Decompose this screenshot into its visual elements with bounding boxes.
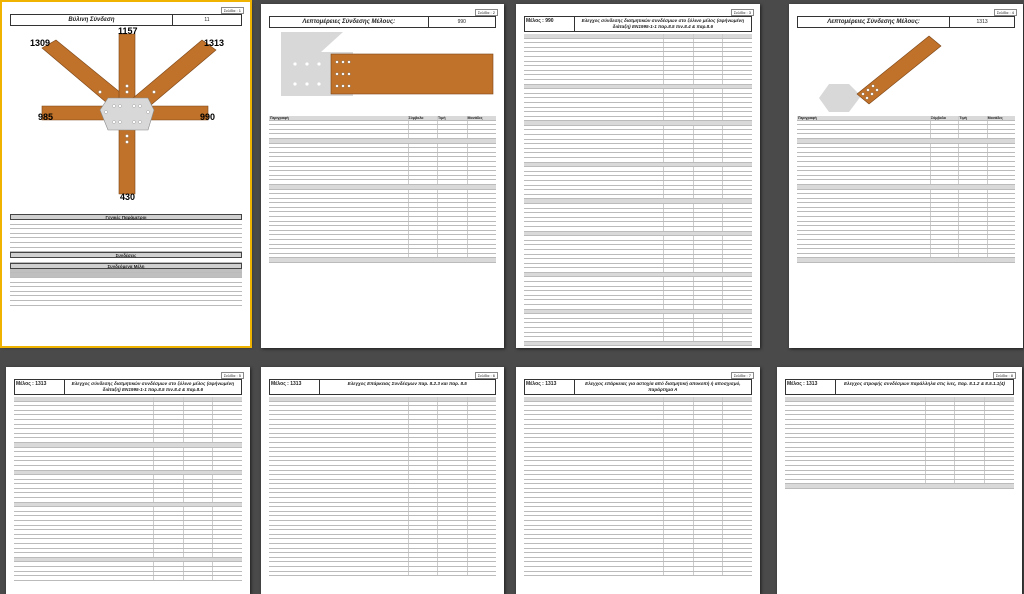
page-thumbnail-1[interactable] — [2, 2, 250, 346]
page-title: Ελεγχος σύνδεσης διατμητικών συνδέσμων στο ξύλινο μέλος (σφήνωμένη διάταξη) EN1995-1-1 παρ.8.5 πιν.8.4 & παρ.8.6 — [581, 18, 745, 29]
label-990: 990 — [200, 112, 216, 122]
page-header — [10, 14, 242, 26]
member-code: 1313 — [949, 17, 1014, 27]
label-1313: 1313 — [204, 38, 225, 48]
sheet-number: Σελίδα : 8 — [993, 372, 1016, 379]
sheet-number: Σελίδα : 7 — [731, 372, 754, 379]
page-thumbnail-2[interactable] — [261, 4, 504, 348]
check-table — [269, 397, 496, 576]
label-1309: 1309 — [30, 38, 51, 48]
member-code: 990 — [428, 17, 496, 27]
member-430 — [119, 122, 135, 194]
page-thumbnail-6[interactable] — [261, 367, 504, 594]
page-title: Ελεγχος σύνδεσης διατμητικών συνδέσμων στο ξύλινο μέλος (σφήνωμένη διάταξη) EN1995-1-1 παρ.8.5 πιν.8.4 & παρ.8.6 — [71, 381, 235, 392]
page-header — [269, 16, 496, 28]
detail-table: Περιγραφή Σύμβολο Τιμή Μονάδες — [797, 116, 1015, 263]
check-table — [524, 34, 752, 346]
connection-code: 11 — [172, 15, 241, 25]
general-parameters-table — [10, 214, 242, 306]
page-header — [269, 379, 496, 395]
page-header — [524, 16, 752, 32]
sheet-number: Σελίδα : 1 — [221, 7, 244, 14]
page-title: Ελεγχος επάρκειας για αστοχία από διατμητική αποκοπή ή αποσχισμό, παράρτημα Α — [585, 381, 741, 392]
member-label: Μέλος : 1313 — [270, 380, 320, 394]
section-title: Γενικές Παράμετροι — [10, 214, 242, 220]
member-detail-drawing — [261, 32, 504, 114]
connection-drawing — [2, 26, 250, 216]
page-thumbnail-8[interactable] — [777, 367, 1022, 594]
section-title: Συνδέσεις — [10, 252, 242, 258]
page-title: Λεπτομέρειες Σύνδεσης Μέλους: — [827, 19, 920, 25]
member-detail-drawing — [789, 32, 1023, 116]
page-header — [797, 16, 1015, 28]
page-thumbnail-4[interactable] — [789, 4, 1023, 348]
page-header — [785, 379, 1014, 395]
page-header — [524, 379, 752, 395]
page-thumbnail-3[interactable] — [516, 4, 760, 348]
member-label: Μέλος : 1313 — [15, 380, 65, 394]
sheet-number: Σελίδα : 3 — [731, 9, 754, 16]
member-label: Μέλος : 990 — [525, 17, 575, 31]
label-1157: 1157 — [118, 26, 138, 36]
sheet-number: Σελίδα : 6 — [475, 372, 498, 379]
member-label: Μέλος : 1313 — [525, 380, 575, 394]
sheet-number: Σελίδα : 4 — [994, 9, 1017, 16]
member-label: Μέλος : 1313 — [786, 380, 836, 394]
sheet-number: Σελίδα : 5 — [221, 372, 244, 379]
page-thumbnail-5[interactable] — [6, 367, 250, 594]
page-header — [14, 379, 242, 395]
section-title: Συνδεόμενα Μέλη — [10, 263, 242, 269]
page-title: Λεπτομέρειες Σύνδεσης Μέλους: — [302, 19, 396, 25]
label-430: 430 — [120, 192, 136, 202]
page-thumbnail-7[interactable] — [516, 367, 760, 594]
steel-plate — [100, 98, 154, 130]
page-title: Ελεγχος στροφής συνδέσμων παράλληλα στις ίνες, παρ. 8.1.2 & 8.5.1.1(4) — [843, 381, 1005, 386]
check-table — [524, 397, 752, 576]
check-table — [14, 397, 242, 581]
label-985: 985 — [38, 112, 54, 122]
check-table — [785, 397, 1014, 489]
page-title: Βύλινη Σύνδεση — [68, 17, 115, 23]
sheet-number: Σελίδα : 2 — [475, 9, 498, 16]
detail-table: Περιγραφή Σύμβολο Τιμή Μονάδες — [269, 116, 496, 263]
page-title: Ελεγχος Επάρκειας Συνδέσμων παρ. 8.2.3 και παρ. 8.5 — [347, 381, 467, 386]
